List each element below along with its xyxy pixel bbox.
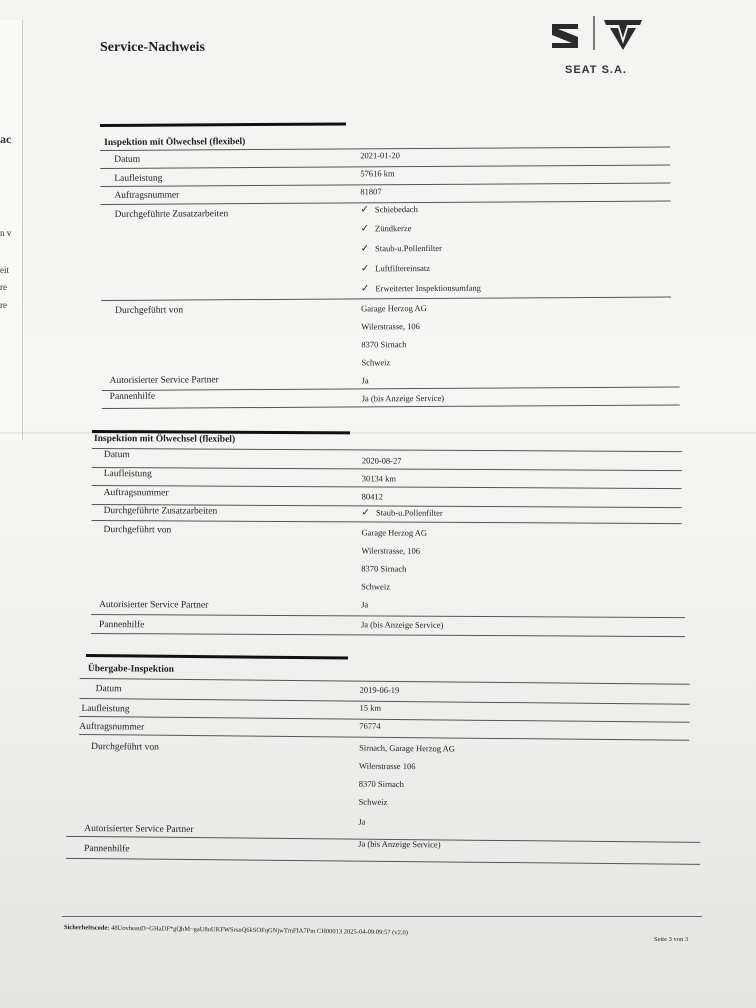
- mileage-label: Laufleistung: [103, 469, 152, 480]
- garage-line: Wilerstrasse, 106: [361, 321, 420, 332]
- date-value: 2021-01-20: [360, 150, 400, 161]
- date-label: Datum: [103, 450, 130, 461]
- order-value: 80412: [361, 491, 383, 502]
- divider: [80, 678, 690, 685]
- section-title: Inspektion mit Ölwechsel (flexibel): [104, 137, 246, 148]
- print-timestamp: 2025-04-09 09:57 (v2.0): [343, 928, 408, 937]
- checkmark-icon: ✓: [360, 263, 370, 275]
- checkmark-icon: ✓: [360, 223, 370, 235]
- background-fragment: re: [0, 300, 7, 310]
- extra-item: ✓ Schiebedach: [360, 204, 418, 216]
- section-rule: [100, 122, 346, 127]
- date-label: Datum: [95, 684, 122, 695]
- section-title: Übergabe-Inspektion: [87, 664, 174, 675]
- checkmark-icon: ✓: [361, 507, 370, 519]
- mileage-label: Laufleistung: [81, 703, 130, 715]
- section-rule: [86, 654, 348, 660]
- extra-item: ✓ Luftfiltereinsatz: [360, 262, 431, 275]
- extra-item: ✓ Staub-u.Pollenfilter: [361, 507, 443, 519]
- order-label: Auftragsnummer: [103, 488, 169, 499]
- order-value: 81807: [360, 186, 382, 197]
- garage-line: 8370 Sirnach: [361, 563, 407, 574]
- garage-line: Garage Herzog AG: [361, 527, 428, 538]
- garage-line: Schweiz: [358, 796, 388, 807]
- checkmark-icon: ✓: [360, 243, 370, 255]
- section-title: Inspektion mit Ölwechsel (flexibel): [93, 434, 236, 445]
- divider: [91, 614, 685, 618]
- divider: [79, 716, 689, 723]
- security-code-label: Sicherheitscode:: [63, 924, 110, 932]
- page-title: Service-Nachweis: [100, 40, 205, 55]
- breakdown-value: Ja (bis Anzeige Service): [360, 619, 444, 630]
- partner-value: Ja: [361, 599, 369, 610]
- breakdown-value: Ja (bis Anzeige Service): [361, 392, 445, 404]
- checkmark-icon: ✓: [360, 283, 370, 295]
- service-entry-1: [100, 120, 682, 414]
- service-entry-2: [91, 430, 684, 643]
- divider: [92, 467, 682, 471]
- background-fragment: n v: [0, 228, 12, 238]
- company-name: SEAT S.A.: [565, 64, 627, 76]
- footer-divider: [62, 916, 702, 917]
- order-label: Auftragsnummer: [79, 721, 145, 733]
- partner-value: Ja: [358, 816, 366, 827]
- performed-by-label: Durchgeführt von: [115, 305, 183, 316]
- partner-label: Autorisierter Service Partner: [84, 823, 194, 836]
- extras-label: Durchgeführte Zusatzarbeiten: [103, 506, 218, 517]
- garage-line: 8370 Sirnach: [361, 339, 407, 350]
- page-number: Seite 3 von 3: [654, 936, 689, 943]
- divider: [101, 297, 671, 301]
- mileage-value: 30134 km: [361, 473, 397, 484]
- extras-label: Durchgeführte Zusatzarbeiten: [114, 209, 229, 220]
- background-fragment: eit: [0, 265, 9, 275]
- performed-by-label: Durchgeführt von: [91, 742, 159, 753]
- mileage-value: 15 km: [359, 702, 382, 713]
- divider: [102, 386, 680, 391]
- divider: [79, 734, 689, 741]
- document-code: CH00013: [316, 927, 343, 936]
- date-value: 2019-06-19: [359, 684, 400, 696]
- divider: [80, 698, 690, 705]
- security-code-line: [64, 924, 408, 936]
- garage-line: Garage Herzog AG: [361, 303, 427, 314]
- security-code: 48UovheauD~GHaDF*gQbM~gaU8uUKFWSrsnQ6kSOFqGNjwTmFIA7Pm: [111, 924, 316, 935]
- performed-by-label: Durchgeführt von: [103, 525, 172, 536]
- extra-item: ✓ Zündkerze: [360, 223, 412, 235]
- garage-line: Wilerstrasse, 106: [361, 545, 421, 556]
- breakdown-label: Pannenhilfe: [84, 843, 130, 855]
- extra-item: ✓ Erweiterter Inspektionsumfang: [360, 282, 481, 295]
- divider: [92, 485, 682, 489]
- garage-line: Schweiz: [361, 357, 391, 368]
- mileage-value: 57616 km: [360, 168, 395, 179]
- date-value: 2020-08-27: [361, 455, 402, 466]
- divider: [66, 858, 700, 865]
- garage-line: Wilerstrasse 106: [358, 760, 416, 772]
- checkmark-icon: ✓: [360, 204, 369, 216]
- divider: [92, 520, 682, 524]
- partner-label: Autorisierter Service Partner: [109, 375, 219, 386]
- mileage-label: Laufleistung: [114, 173, 163, 184]
- order-label: Auftragsnummer: [114, 190, 180, 201]
- garage-line: Schweiz: [361, 581, 391, 592]
- divider: [91, 633, 685, 637]
- service-entry-3: [79, 654, 696, 870]
- partner-label: Autorisierter Service Partner: [99, 600, 209, 611]
- order-value: 76774: [359, 720, 381, 731]
- garage-line: Sirnach, Garage Herzog AG: [359, 742, 455, 754]
- extra-item: ✓ Staub-u.Pollenfilter: [360, 242, 442, 255]
- background-fragment: re: [0, 282, 7, 292]
- background-page-edge: [0, 20, 23, 440]
- partner-value: Ja: [361, 375, 369, 386]
- breakdown-label: Pannenhilfe: [109, 391, 156, 402]
- background-fragment: ac: [0, 132, 12, 146]
- breakdown-value: Ja (bis Anzeige Service): [358, 838, 441, 850]
- date-label: Datum: [114, 154, 141, 165]
- garage-line: 8370 Sirnach: [358, 778, 404, 790]
- divider: [100, 183, 670, 187]
- divider: [92, 448, 682, 452]
- divider: [102, 404, 680, 409]
- breakdown-label: Pannenhilfe: [98, 620, 145, 631]
